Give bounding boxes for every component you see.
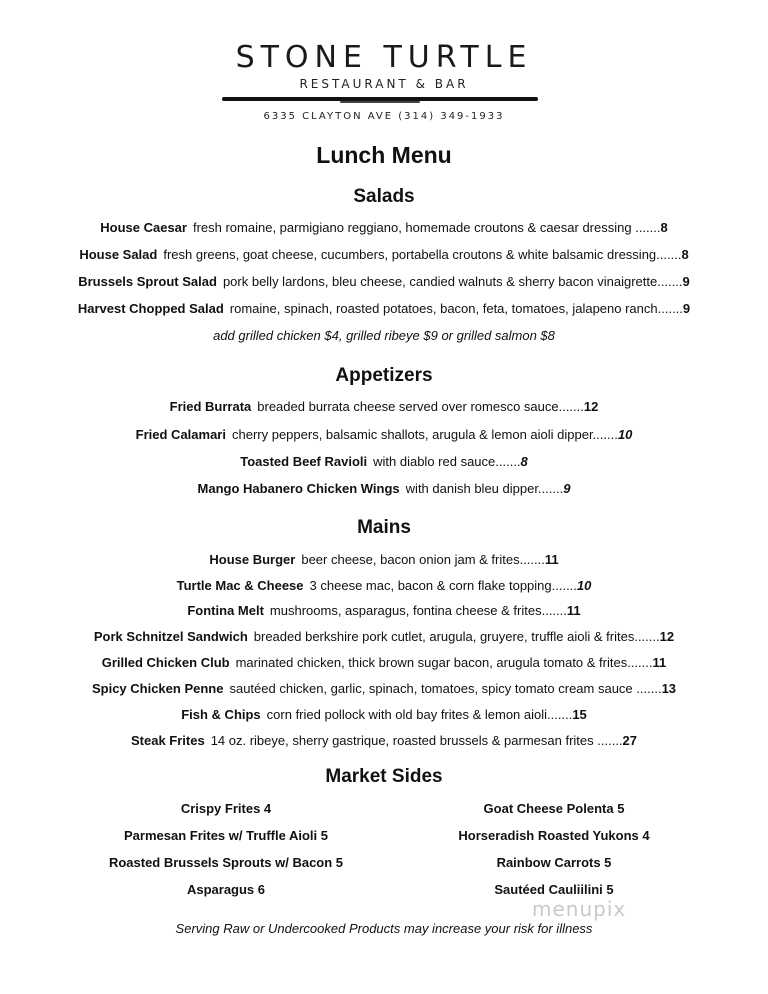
item-name: House Salad	[79, 247, 158, 262]
side-item: Goat Cheese Polenta 5	[483, 801, 625, 816]
item-price: 27	[622, 733, 638, 748]
item-name: Fish & Chips	[181, 707, 261, 722]
side-item: Horseradish Roasted Yukons 4	[458, 828, 650, 843]
item-price: 9	[682, 274, 690, 289]
item-desc: mushrooms, asparagus, fontina cheese & frites.......	[269, 603, 567, 618]
salad-addon-note: add grilled chicken $4, grilled ribeye $9 or grilled salmon $8	[213, 328, 555, 343]
item-desc: romaine, spinach, roasted potatoes, bacon, feta, tomatoes, jalapeno ranch.......	[229, 301, 683, 316]
item-desc: marinated chicken, thick brown sugar bacon, arugula tomato & frites.......	[235, 655, 653, 670]
side-item: Roasted Brussels Sprouts w/ Bacon 5	[108, 855, 344, 870]
item-name: Brussels Sprout Salad	[78, 274, 217, 289]
item-name: House Burger	[209, 552, 296, 567]
item-desc: sautéed chicken, garlic, spinach, tomatoes, spicy tomato cream sauce .......	[229, 681, 662, 696]
item-price: 15	[572, 707, 587, 722]
item-name: Turtle Mac & Cheese	[176, 578, 304, 593]
item-price: 11	[544, 552, 559, 567]
restaurant-tagline: RESTAURANT & BAR	[299, 77, 469, 91]
item-price: 9	[563, 481, 571, 496]
menu-item	[0, 247, 768, 262]
food-safety-disclaimer: Serving Raw or Undercooked Products may increase your risk for illness	[175, 921, 593, 936]
menu-item	[0, 733, 768, 748]
menu-item	[0, 301, 768, 316]
item-price: 8	[660, 220, 668, 235]
section-heading-mains: Mains	[357, 517, 411, 538]
menu-title: Lunch Menu	[316, 142, 452, 168]
menu-item	[0, 427, 768, 442]
side-item: Parmesan Frites w/ Truffle Aioli 5	[124, 828, 328, 843]
item-name: Grilled Chicken Club	[101, 655, 230, 670]
item-name: Fried Burrata	[169, 399, 252, 414]
menu-item	[0, 629, 768, 644]
item-price: 13	[661, 681, 677, 696]
menu-item	[0, 399, 768, 414]
section-heading-sides: Market Sides	[325, 766, 443, 787]
section-heading-salads: Salads	[353, 186, 415, 207]
item-price: 10	[576, 578, 592, 593]
item-name: Mango Habanero Chicken Wings	[197, 481, 400, 496]
menu-item	[0, 603, 768, 618]
item-name: Steak Frites	[130, 733, 205, 748]
item-name: Pork Schnitzel Sandwich	[93, 629, 248, 644]
item-name: Spicy Chicken Penne	[91, 681, 224, 696]
item-desc: cherry peppers, balsamic shallots, arugula & lemon aioli dipper.......	[231, 427, 618, 442]
item-desc: with danish bleu dipper.......	[405, 481, 564, 496]
item-desc: pork belly lardons, bleu cheese, candied walnuts & sherry bacon vinaigrette.......	[222, 274, 683, 289]
side-item: Rainbow Carrots 5	[496, 855, 612, 870]
item-price: 8	[681, 247, 689, 262]
side-item: Crispy Frites 4	[180, 801, 272, 816]
restaurant-address: 6335 CLAYTON AVE (314) 349-1933	[263, 111, 505, 122]
item-price: 12	[583, 399, 599, 414]
item-desc: beer cheese, bacon onion jam & frites.......	[301, 552, 545, 567]
item-price: 11	[652, 655, 667, 670]
section-heading-appetizers: Appetizers	[335, 365, 433, 386]
item-price: 10	[617, 427, 633, 442]
item-desc: breaded burrata cheese served over romesco sauce.......	[257, 399, 584, 414]
item-desc: with diablo red sauce.......	[373, 454, 521, 469]
item-name: Fried Calamari	[135, 427, 226, 442]
item-name: Toasted Beef Ravioli	[240, 454, 368, 469]
item-desc: 3 cheese mac, bacon & corn flake topping.......	[309, 578, 577, 593]
menu-item	[0, 274, 768, 289]
item-price: 12	[659, 629, 675, 644]
menu-item	[0, 578, 768, 593]
item-name: Harvest Chopped Salad	[77, 301, 224, 316]
side-item: Sautéed Cauliilini 5	[494, 882, 614, 897]
item-desc: fresh romaine, parmigiano reggiano, homemade croutons & caesar dressing .......	[192, 220, 661, 235]
item-desc: breaded berkshire pork cutlet, arugula, gruyere, truffle aioli & frites.......	[253, 629, 660, 644]
restaurant-name: STONE TURTLE	[235, 40, 533, 75]
item-name: House Caesar	[100, 220, 187, 235]
item-desc: corn fried pollock with old bay frites & lemon aioli.......	[266, 707, 573, 722]
menu-item	[0, 454, 768, 469]
menu-item	[0, 655, 768, 670]
item-name: Fontina Melt	[187, 603, 264, 618]
menu-item	[0, 681, 768, 696]
item-price: 9	[682, 301, 691, 316]
item-desc: 14 oz. ribeye, sherry gastrique, roasted brussels & parmesan frites .......	[210, 733, 623, 748]
menupix-watermark: menupix	[532, 897, 627, 921]
item-price: 8	[520, 454, 528, 469]
side-item: Asparagus 6	[186, 882, 266, 897]
menu-item	[0, 552, 768, 567]
menu-item	[0, 481, 768, 496]
menu-item	[0, 220, 768, 235]
menu-item	[0, 707, 768, 722]
item-desc: fresh greens, goat cheese, cucumbers, portabella croutons & white balsamic dressing.......	[163, 247, 682, 262]
logo-underline-accent	[340, 101, 420, 103]
item-price: 11	[566, 603, 581, 618]
